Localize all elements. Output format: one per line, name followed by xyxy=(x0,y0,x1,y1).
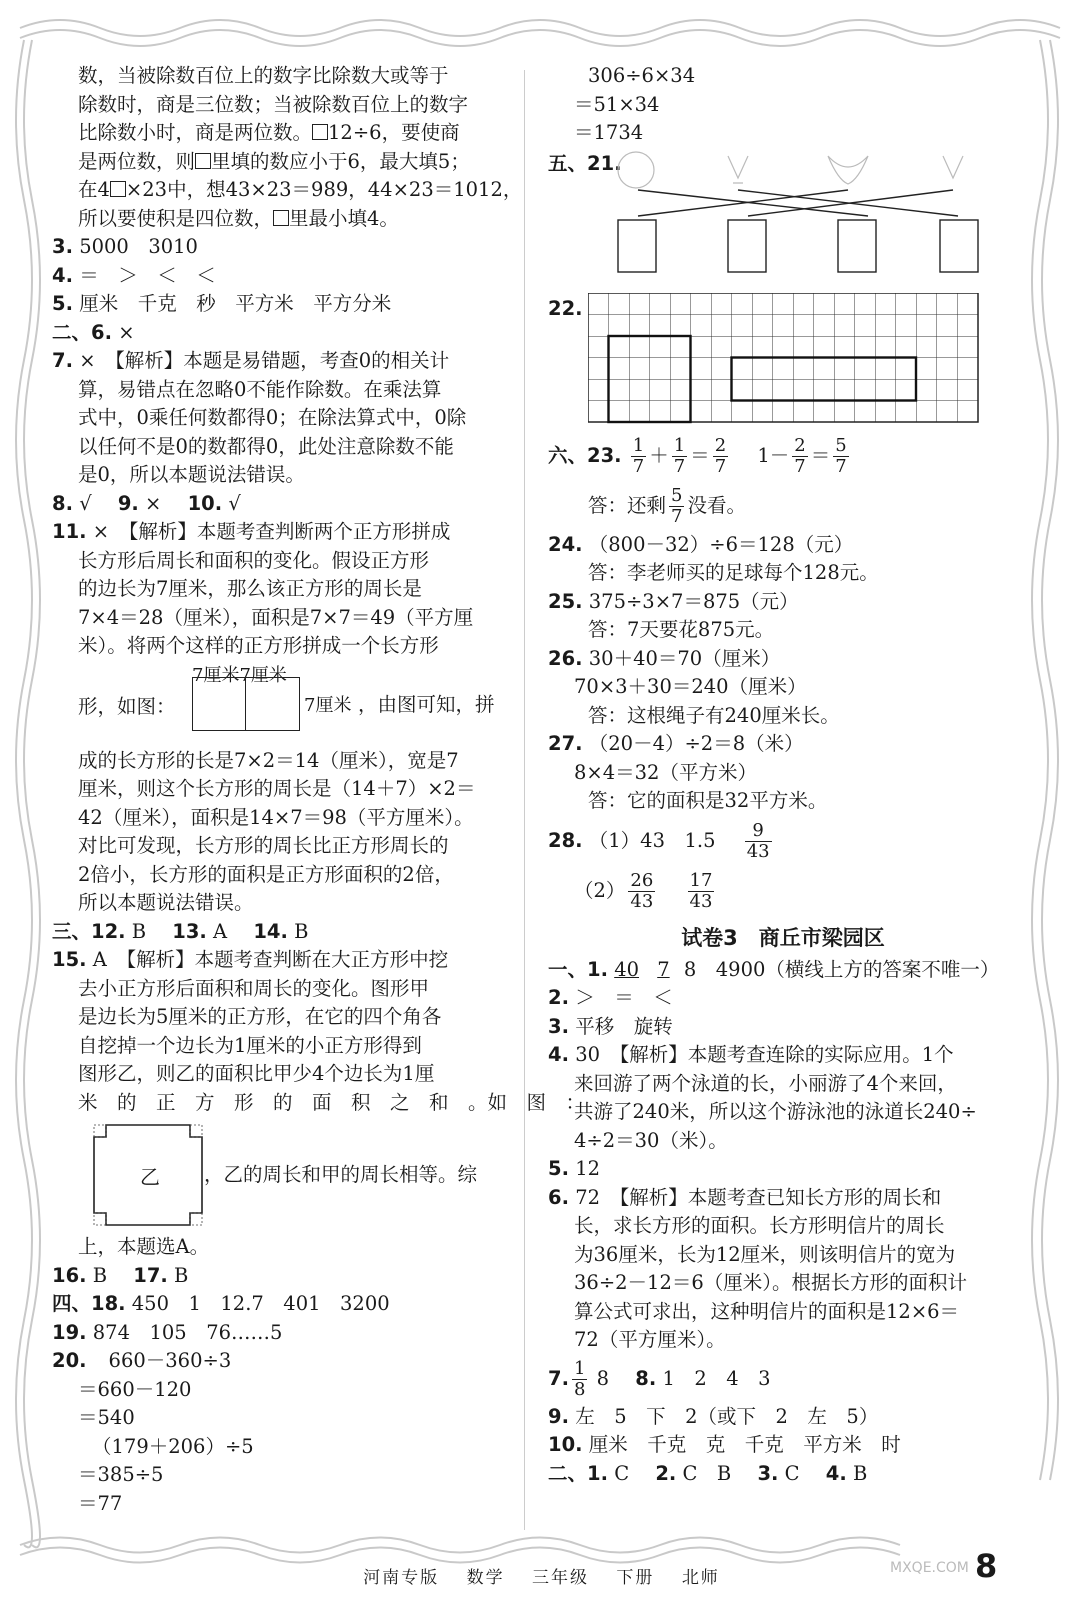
answer-19: 19. 874 105 76……5 xyxy=(52,1320,283,1344)
text-line: 共游了240米，所以这个游泳池的泳道长240÷ xyxy=(574,1100,977,1123)
text-line: 42（厘米），面积是14×7＝98（平方厘米）。 xyxy=(78,805,474,829)
text-line: 长方形后周长和面积的变化。假设正方形 xyxy=(78,548,430,572)
answer-6: 二、6. × xyxy=(52,320,135,344)
answer-3: 3. 5000 3010 xyxy=(52,235,198,258)
text-line: 是两位数，则 里填的数应小于6，最大填5； xyxy=(78,149,470,173)
rectangle-divider xyxy=(245,678,246,730)
s3-answer-6: 6. 72 【解析】本题考查已知长方形的周长和 xyxy=(548,1185,942,1209)
figure-after-text: ，由图可知，拼 xyxy=(358,692,495,716)
page-number: 8 xyxy=(975,1547,998,1585)
text-line: 所以本题说法错误。 xyxy=(78,891,254,914)
answer-23-reply: 答：还剩 $\frac{5}{7}$ 没看。 xyxy=(588,484,746,527)
figure-top-label: 7厘米7厘米 xyxy=(192,664,287,686)
answer-12-14: 三、12. B 13. A 14. B xyxy=(52,919,309,943)
blank-box xyxy=(312,124,328,140)
text-line: 以任何不是0的数都得0，此处注意除数不能 xyxy=(78,434,454,458)
answer-16-17: 16. B 17. B xyxy=(52,1263,189,1287)
footer-volume: 下册 xyxy=(616,1568,655,1588)
text-line: 图形乙，则乙的面积比甲少4个边长为1厘 xyxy=(78,1062,435,1085)
text-line: 成的长方形的长是7×2＝14（厘米），宽是7 xyxy=(78,748,459,772)
blank-box xyxy=(110,181,126,197)
reply-line: 答：7天要花875元。 xyxy=(588,618,775,641)
answer-8-10: 8. √ 9. × 10. √ xyxy=(52,491,241,515)
s3-answer-7-8: 7. $\frac{1}{8}$ 8 8. 1 2 4 3 xyxy=(548,1357,771,1400)
answer-20: 20. 660－360÷3 xyxy=(52,1349,232,1372)
text-line: 米）。将两个这样的正方形拼成一个长方形 xyxy=(78,634,439,657)
calc-line: ＝385÷5 xyxy=(78,1463,164,1486)
text-line: 算公式可求出，这种明信片的面积是12×6＝ xyxy=(574,1299,960,1323)
answer-18: 四、18. 450 1 12.7 401 3200 xyxy=(52,1292,390,1315)
rectangle-shape xyxy=(192,677,300,731)
s3-answer-part2: 二、1. C 2. C B 3. C 4. B xyxy=(548,1461,868,1485)
blank-box xyxy=(273,210,289,226)
s3-answer-1: 一、1. 40 7 8 4900（横线上方的答案不唯一） xyxy=(548,957,1000,981)
answer-27: 27. （20－4）÷2＝8（米） xyxy=(548,732,804,755)
answer-28-part1: 28. （1）43 1.5 $\frac{9}{43}$ xyxy=(548,819,770,862)
text-line: 是0，所以本题说法错误。 xyxy=(78,463,305,486)
text-line: 上，本题选A。 xyxy=(78,1235,210,1258)
answer-23: 六、23. $\frac{1}{7}$ ＋ $\frac{1}{7}$ ＝ $\frac{2}{7}$ 1－ $\frac{2}{7}$ ＝ $\frac{5}{7}$ xyxy=(548,434,847,477)
text-line: 算，易错点在忽略0不能作除数。在乘法算 xyxy=(78,377,442,401)
calc-line: ＝77 xyxy=(78,1491,123,1515)
s3-answer-2: 2. ＞ ＝ ＜ xyxy=(548,986,673,1009)
answer-15: 15. A 【解析】本题考查判断在大正方形中挖 xyxy=(52,948,449,971)
text-line: 2倍小，长方形的面积是正方形面积的2倍， xyxy=(78,862,454,886)
answer-28-part2: （2） $\frac{26}{43}$ $\frac{17}{43}$ xyxy=(574,869,713,912)
text-line: 厘米，则这个长方形的周长是（14＋7）×2＝ xyxy=(78,777,476,800)
figure-label-yi: 乙 xyxy=(140,1165,160,1189)
calc-line: （179＋206）÷5 xyxy=(92,1434,254,1458)
blank-box xyxy=(195,153,211,169)
plant-icon xyxy=(728,156,748,183)
text-line: 除数时，商是三位数；当被除数百位上的数字 xyxy=(78,92,469,116)
notched-square-figure xyxy=(52,1117,522,1233)
footer-grade: 三年级 xyxy=(532,1568,589,1588)
text-line: 米 的 正 方 形 的 面 积 之 和 。如 图 ： xyxy=(78,1090,586,1114)
text-line: 7×4＝28（厘米），面积是7×7＝49（平方厘 xyxy=(78,605,474,629)
answer-25: 25. 375÷3×7＝875（元） xyxy=(548,589,799,613)
text-line: 比除数小时，商是两位数。 12÷6，要使商 xyxy=(78,121,460,144)
figure-intro-text: 形，如图： xyxy=(78,694,176,718)
calc-line: 306÷6×34 xyxy=(588,64,696,87)
s3-answer-4: 4. 30 【解析】本题考查连除的实际应用。1个 xyxy=(548,1043,954,1066)
footer-edition: 河南专版 xyxy=(363,1568,440,1588)
rectangle-figure xyxy=(52,661,522,747)
text-line: 36÷2－12＝6（厘米）。根据长方形的面积计 xyxy=(574,1271,968,1294)
calc-line: ＝540 xyxy=(78,1406,135,1429)
watermark: MXQE.COM xyxy=(890,1560,969,1576)
matching-figure xyxy=(608,148,1008,293)
calc-line: ＝51×34 xyxy=(574,92,660,116)
text-line: 在4 ×23中，想43×23＝989，44×23＝1012， xyxy=(78,178,523,201)
reply-line: 答：这根绳子有240厘米长。 xyxy=(588,703,840,727)
text-line: 式中，0乘任何数都得0；在除法算式中，0除 xyxy=(78,406,467,429)
calc-line: ＝1734 xyxy=(574,121,644,144)
answer-24: 24. （800－32）÷6＝128（元） xyxy=(548,532,854,556)
column-divider xyxy=(524,70,525,1530)
text-line: 为36厘米，长为12厘米，则该明信片的宽为 xyxy=(574,1242,956,1266)
reply-line: 答：李老师买的足球每个128元。 xyxy=(588,561,879,584)
s3-answer-5: 5. 12 xyxy=(548,1157,601,1180)
text-line: 所以要使积是四位数， 里最小填4。 xyxy=(78,206,399,230)
right-column xyxy=(548,62,1018,1488)
reply-line: 答：它的面积是32平方米。 xyxy=(588,789,828,812)
text-line: 是边长为5厘米的正方形，在它的四个角各 xyxy=(78,1005,442,1028)
text-line: 对比可发现，长方形的周长比正方形周长的 xyxy=(78,834,449,857)
answer-7: 7. × 【解析】本题是易错题，考查0的相关计 xyxy=(52,349,450,372)
text-line: 自挖掉一个边长为1厘米的小正方形得到 xyxy=(78,1033,422,1057)
s3-answer-10: 10. 厘米 千克 克 千克 平方米 时 xyxy=(548,1433,901,1456)
text-line: 去小正方形后面积和周长的变化。图形甲 xyxy=(78,976,430,1000)
section-title: 试卷3 商丘市梁园区 xyxy=(681,925,885,950)
figure-icon xyxy=(943,156,963,178)
butterfly-icon xyxy=(828,156,868,184)
s3-answer-9: 9. 左 5 下 2（或下 2 左 5） xyxy=(548,1404,879,1428)
text-line: 4÷2＝30（米）。 xyxy=(574,1128,728,1152)
footer-publisher: 北师 xyxy=(681,1568,720,1588)
figure-side-label: 7厘米 xyxy=(304,694,352,716)
answer-21: 五、21. xyxy=(548,148,1018,293)
answer-11: 11. × 【解析】本题考查判断两个正方形拼成 xyxy=(52,520,451,543)
answer-4: 4. ＝ ＞ ＜ ＜ xyxy=(52,263,216,287)
answer-22: 22. xyxy=(548,293,1018,431)
grid-figure xyxy=(588,293,988,425)
footer-subject: 数学 xyxy=(466,1568,505,1588)
answer-26: 26. 30＋40＝70（厘米） xyxy=(548,646,781,670)
calc-line: 8×4＝32（平方米） xyxy=(574,760,757,784)
calc-line: ＝660－120 xyxy=(78,1377,192,1401)
answer-5: 5. 厘米 千克 秒 平方米 平方分米 xyxy=(52,292,392,315)
calc-line: 70×3＋30＝240（厘米） xyxy=(574,675,807,698)
apple-icon xyxy=(618,152,654,188)
text-line: 数，当被除数百位上的数字比除数大或等于 xyxy=(78,64,449,87)
text-line: 长，求长方形的面积。长方形明信片的周长 xyxy=(574,1214,945,1237)
text-line: 72（平方厘米）。 xyxy=(574,1328,726,1351)
text-line: 的边长为7厘米，那么该正方形的周长是 xyxy=(78,577,422,600)
figure-after-text: ，乙的周长和甲的周长相等。综 xyxy=(204,1163,478,1186)
s3-answer-3: 3. 平移 旋转 xyxy=(548,1014,673,1038)
text-line: 来回游了两个泳道的长，小丽游了4个来回， xyxy=(574,1071,957,1095)
